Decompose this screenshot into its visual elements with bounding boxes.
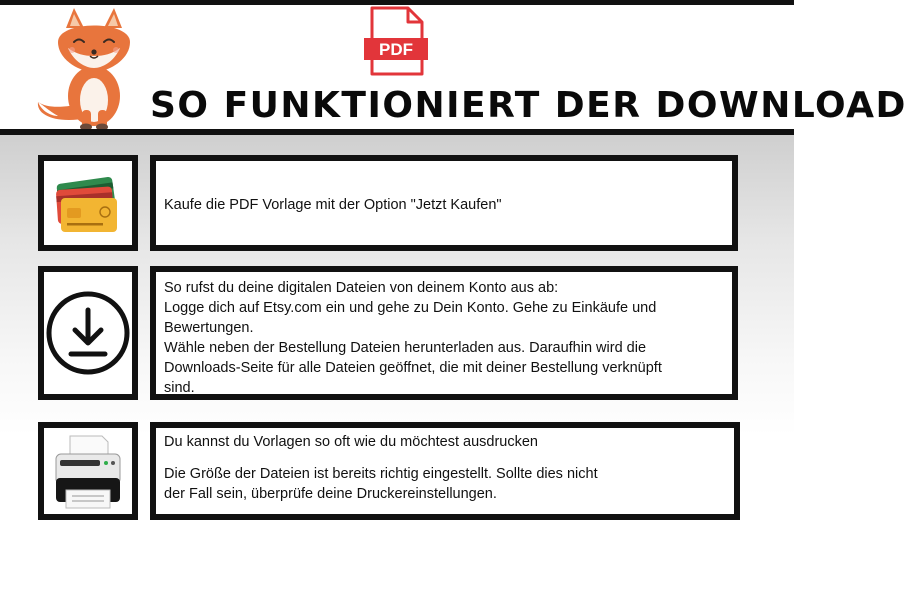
fox-icon: [28, 6, 148, 132]
step-1-line: Kaufe die PDF Vorlage mit der Option "Jetzt Kaufen": [164, 197, 502, 213]
pdf-label: PDF: [379, 40, 413, 59]
step-2-text-box: [150, 266, 738, 400]
step-3-line-1: Du kannst du Vorlagen so oft wie du möchtest ausdrucken: [164, 434, 538, 450]
step-3-icon-box: [38, 422, 138, 520]
step-2-line: sind.: [164, 380, 195, 396]
step-1-text-box: [150, 155, 738, 251]
step-2-line: Bewertungen.: [164, 320, 254, 336]
credit-cards-icon: [53, 172, 123, 234]
page-title: SO FUNKTIONIERT DER DOWNLOAD: [150, 85, 907, 126]
step-2-line: Wähle neben der Bestellung Dateien herunterladen aus. Daraufhin wird die: [164, 340, 647, 356]
step-3-text-box: [150, 422, 740, 520]
printer-icon: [52, 432, 124, 510]
download-icon: [45, 290, 131, 376]
step-2-line: So rufst du deine digitalen Dateien von deinem Konto aus ab:: [164, 280, 559, 296]
step-3-line-3: der Fall sein, überprüfe deine Druckereinstellungen.: [164, 486, 497, 502]
step-2-icon-box: [38, 266, 138, 400]
header-divider: [0, 129, 794, 135]
step-2-line: Logge dich auf Etsy.com ein und gehe zu Dein Konto. Gehe zu Einkäufe und: [164, 300, 657, 316]
step-2-line: Downloads-Seite für alle Dateien geöffnet, die mit deiner Bestellung verknüpft: [164, 360, 662, 376]
step-1-icon-box: [38, 155, 138, 251]
top-border: [0, 0, 794, 5]
step-3-line-2: Die Größe der Dateien ist bereits richtig eingestellt. Sollte dies nicht: [164, 466, 598, 482]
pdf-file-icon: [362, 6, 430, 76]
